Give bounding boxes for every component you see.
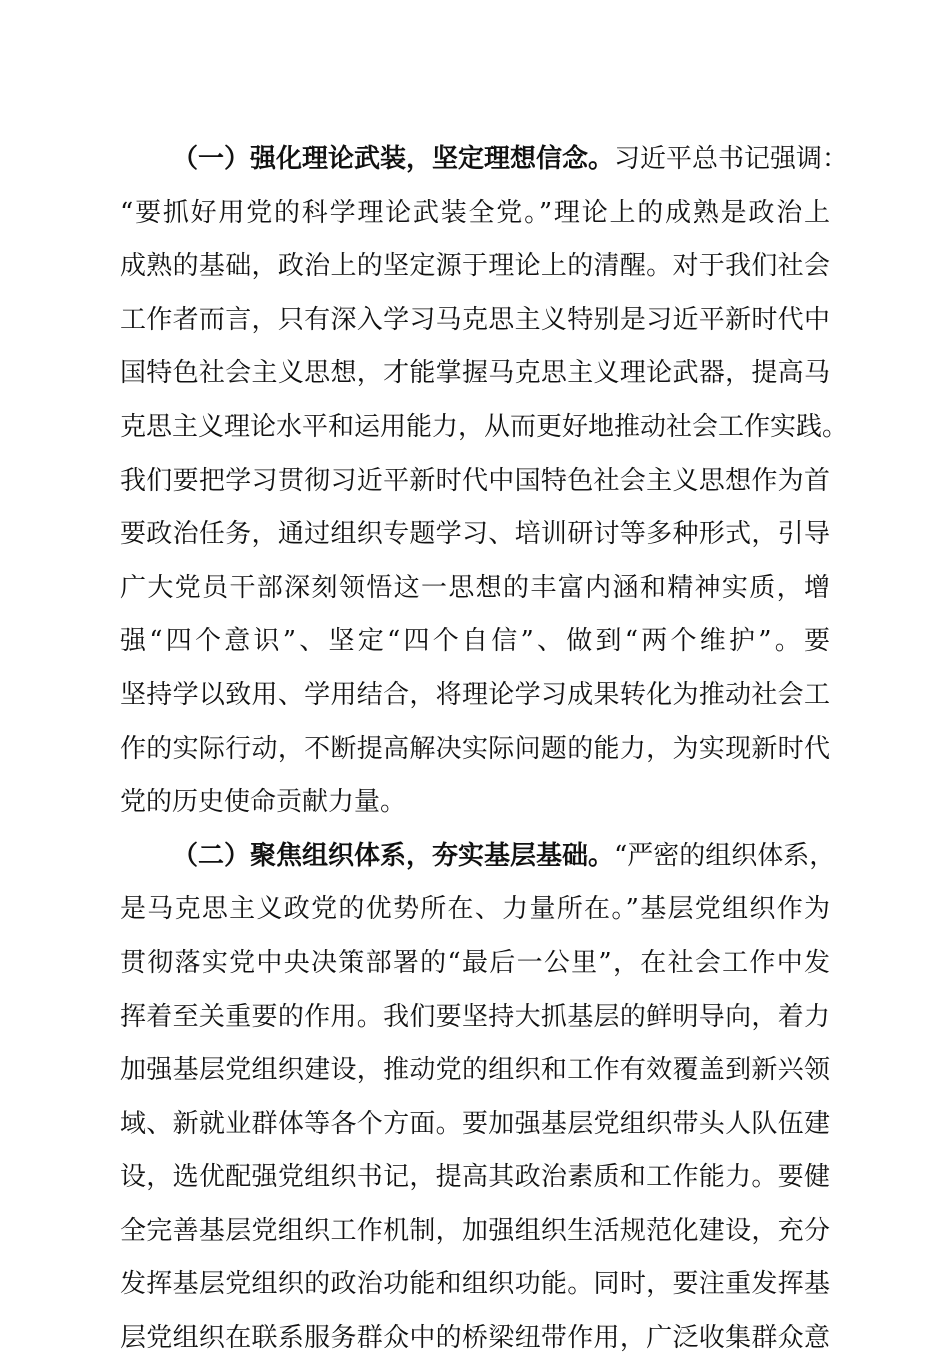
paragraph-2-line: 发挥基层党组织的政治功能和组织功能。同时，要注重发挥基 <box>120 1269 830 1300</box>
document-body <box>120 133 849 1366</box>
paragraph-1-line: “要抓好用党的科学理论武装全党。”理论上的成熟是政治上 <box>120 197 830 228</box>
paragraph-1-text: 习近平总书记强调： <box>614 144 849 174</box>
paragraph-1-line: 作的实际行动，不断提高解决实际问题的能力，为实现新时代 <box>120 733 830 764</box>
paragraph-1-line-1 <box>120 133 849 187</box>
paragraph-2-text: “严密的组织体系， <box>614 840 836 871</box>
paragraph-2-line-1 <box>120 830 836 884</box>
paragraph-2-line: 层党组织在联系服务群众中的桥梁纽带作用，广泛收集群众意 <box>120 1323 830 1354</box>
paragraph-1-line: 强“四个意识”、坚定“四个自信”、做到“两个维护”。要 <box>120 626 830 657</box>
paragraph-1-line: 广大党员干部深刻领悟这一思想的丰富内涵和精神实质，增 <box>120 572 830 603</box>
paragraph-1-line: 克思主义理论水平和运用能力，从而更好地推动社会工作实践。 <box>120 411 849 442</box>
paragraph-1-line: 工作者而言，只有深入学习马克思主义特别是习近平新时代中 <box>120 304 830 335</box>
paragraph-2-line: 是马克思主义政党的优势所在、力量所在。”基层党组织作为 <box>120 894 830 925</box>
paragraph-2-line: 加强基层党组织建设，推动党的组织和工作有效覆盖到新兴领 <box>120 1055 830 1086</box>
paragraph-1-line: 国特色社会主义思想，才能掌握马克思主义理论武器，提高马 <box>120 358 830 389</box>
paragraph-2-line: 设，选优配强党组织书记，提高其政治素质和工作能力。要健 <box>120 1162 830 1193</box>
paragraph-2-line: 贯彻落实党中央决策部署的“最后一公里”，在社会工作中发 <box>120 947 830 978</box>
paragraph-1-line: 成熟的基础，政治上的坚定源于理论上的清醒。对于我们社会 <box>120 251 830 282</box>
paragraph-1-heading: （一）强化理论武装，坚定理想信念。 <box>172 144 615 174</box>
paragraph-1-line: 要政治任务，通过组织专题学习、培训研讨等多种形式，引导 <box>120 519 830 550</box>
paragraph-2-line: 挥着至关重要的作用。我们要坚持大抓基层的鲜明导向，着力 <box>120 1001 830 1032</box>
paragraph-1-line: 我们要把学习贯彻习近平新时代中国特色社会主义思想作为首 <box>120 465 830 496</box>
paragraph-1-line: 党的历史使命贡献力量。 <box>120 787 407 818</box>
paragraph-1-line: 坚持学以致用、学用结合，将理论学习成果转化为推动社会工 <box>120 679 830 710</box>
paragraph-2-line: 域、新就业群体等各个方面。要加强基层党组织带头人队伍建 <box>120 1108 830 1139</box>
paragraph-2-line: 全完善基层党组织工作机制，加强组织生活规范化建设，充分 <box>120 1215 830 1246</box>
paragraph-2-heading: （二）聚焦组织体系，夯实基层基础。 <box>172 840 615 871</box>
